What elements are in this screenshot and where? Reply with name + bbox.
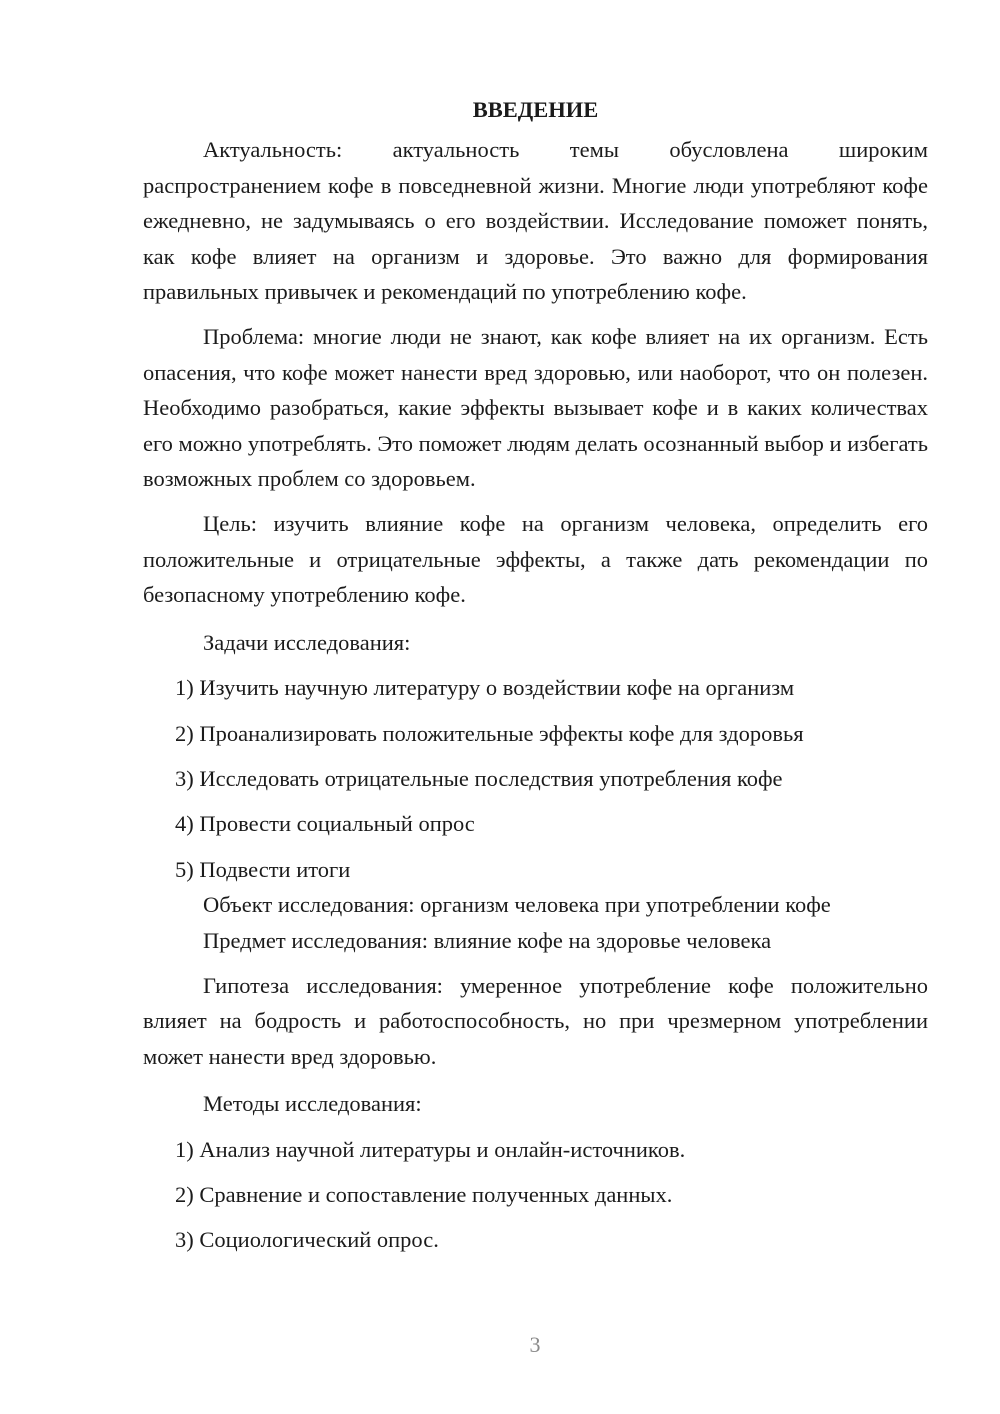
list-item: 3) Исследовать отрицательные последствия употребления кофе: [175, 765, 783, 791]
list-item: 2) Сравнение и сопоставление полученных данных.: [175, 1181, 673, 1207]
list-item: 1) Изучить научную литературу о воздействии кофе на организм: [175, 675, 795, 701]
problem-paragraph: Проблема: многие люди не знают, как кофе влияет на их организм. Есть опасения, что кофе может нанести вред здоровью, или наоборот, что он полезен. Необходимо разобраться, какие эффекты вызывает кофе и в каких количествах его можно употреблять. Это поможет людям делать осознанный выбор и избегать возможных проблем со здоровьем.: [143, 324, 929, 492]
document-title: ВВЕДЕНИЕ: [472, 97, 599, 122]
list-item: 5) Подвести итоги: [175, 856, 351, 882]
list-item: 2) Проанализировать положительные эффекты кофе для здоровья: [175, 720, 804, 746]
tasks-heading: Задачи исследования:: [203, 629, 411, 655]
research-subject: Предмет исследования: влияние кофе на здоровье человека: [203, 927, 772, 953]
goal-paragraph: Цель: изучить влияние кофе на организм человека, определить его положительные и отрицательные эффекты, а также дать рекомендации по безопасному употреблению кофе.: [143, 511, 928, 608]
research-object: Объект исследования: организм человека при употреблении кофе: [203, 892, 831, 918]
list-item: 1) Анализ научной литературы и онлайн-источников.: [175, 1136, 686, 1162]
list-item: 4) Провести социальный опрос: [175, 811, 475, 837]
hypothesis-paragraph: Гипотеза исследования: умеренное употребление кофе положительно влияет на бодрость и работоспособность, но при чрезмерном употреблении может нанести вред здоровью.: [143, 972, 928, 1069]
methods-heading: Методы исследования:: [203, 1091, 422, 1117]
document-body: [143, 92, 928, 1258]
list-item: 3) Социологический опрос.: [175, 1227, 439, 1253]
methods-list: [143, 1132, 928, 1258]
tasks-list: [143, 670, 928, 887]
page-number: 3: [529, 1332, 541, 1357]
relevance-paragraph: Актуальность: актуальность темы обусловлена широким распространением кофе в повседневной жизни. Многие люди употребляют кофе ежедневно, не задумываясь о его воздействии. Исследование поможет понять, как кофе влияет на организм и здоровье. Это важно для формирования правильных привычек и рекомендаций по употреблению кофе.: [143, 137, 928, 305]
